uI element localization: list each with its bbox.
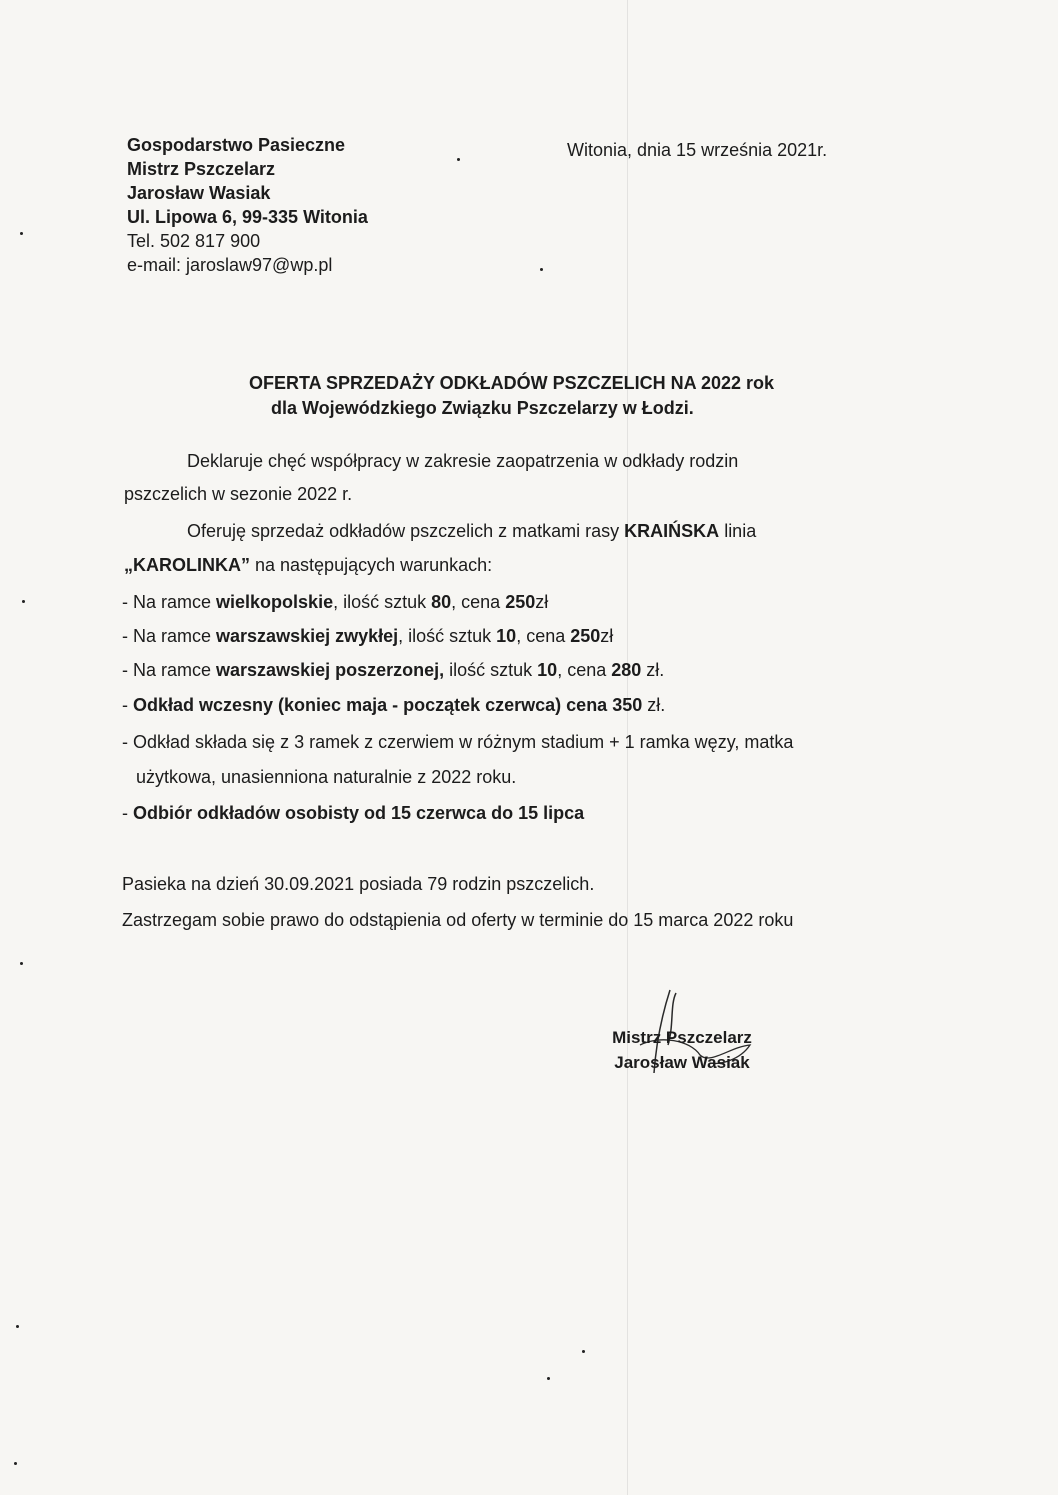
offer-item-warszawska-poszerzona	[122, 660, 664, 681]
offer-item-composition-line-2: użytkowa, unasienniona naturalnie z 2022 roku.	[136, 767, 517, 787]
item-currency: zł.	[642, 695, 666, 715]
scan-speck	[22, 600, 25, 603]
withdrawal-clause: Zastrzegam sobie prawo do odstąpienia od oferty w terminie do 15 marca 2022 roku	[122, 910, 794, 930]
offer-text: Oferuję sprzedaż odkładów pszczelich z matkami rasy	[187, 521, 625, 541]
scan-speck	[540, 268, 543, 271]
item-price: 250	[505, 592, 536, 612]
sender-email: e-mail: jaroslaw97@wp.pl	[127, 255, 333, 275]
item-quantity: 10	[496, 626, 517, 646]
scan-speck	[582, 1350, 585, 1353]
early-offer-text: Odkład wczesny (koniec maja - początek czerwca) cena 350	[133, 695, 643, 715]
item-text: , ilość sztuk	[398, 626, 497, 646]
item-text: , cena	[451, 592, 506, 612]
sender-title: Mistrz Pszczelarz	[127, 159, 276, 179]
scan-speck	[16, 1325, 19, 1328]
item-text: , ilość sztuk	[333, 592, 432, 612]
sender-farm-name: Gospodarstwo Pasieczne	[127, 135, 346, 155]
item-quantity: 10	[537, 660, 558, 680]
offer-line-2	[124, 555, 492, 576]
item-currency: zł	[600, 626, 614, 646]
signature-name: Jarosław Wasiak	[614, 1053, 750, 1072]
item-text: ilość sztuk	[444, 660, 538, 680]
signature-role: Mistrz Pszczelarz	[612, 1028, 752, 1047]
bee-breed: KRAIŃSKA	[624, 521, 720, 541]
apiary-size-statement: Pasieka na dzień 30.09.2021 posiada 79 rodzin pszczelich.	[122, 874, 595, 894]
item-currency: zł	[535, 592, 549, 612]
item-text: , cena	[516, 626, 571, 646]
scan-speck	[547, 1377, 550, 1380]
offer-item-pickup	[122, 803, 584, 824]
bee-line-name: „KAROLINKA”	[124, 555, 250, 575]
sender-name: Jarosław Wasiak	[127, 183, 271, 203]
offer-conditions-intro: na następujących warunkach:	[250, 555, 493, 575]
frame-type: warszawskiej zwykłej	[216, 626, 399, 646]
item-price: 250	[570, 626, 601, 646]
scan-speck	[20, 962, 23, 965]
item-text: , cena	[557, 660, 612, 680]
scan-speck	[20, 232, 23, 235]
place-and-date: Witonia, dnia 15 września 2021r.	[567, 140, 828, 160]
document-title: OFERTA SPRZEDAŻY ODKŁADÓW PSZCZELICH NA 2022 rok	[249, 373, 775, 393]
item-quantity: 80	[431, 592, 452, 612]
scan-speck	[457, 158, 460, 161]
item-price: 280	[611, 660, 642, 680]
offer-line-1	[187, 521, 756, 542]
item-currency: zł.	[641, 660, 665, 680]
offer-text-tail: linia	[719, 521, 757, 541]
pickup-dates: Odbiór odkładów osobisty od 15 czerwca do 15 lipca	[133, 803, 585, 823]
scan-speck	[14, 1462, 17, 1465]
sender-phone: Tel. 502 817 900	[127, 231, 261, 251]
offer-item-early	[122, 695, 665, 716]
offer-item-wielkopolskie	[122, 592, 548, 613]
sender-street-address: Ul. Lipowa 6, 99-335 Witonia	[127, 207, 368, 227]
sender-address-block	[127, 133, 368, 277]
offer-item-composition-line-1: - Odkład składa się z 3 ramek z czerwiem w różnym stadium + 1 ramka węzy, matka	[122, 732, 794, 752]
frame-type: warszawskiej poszerzonej,	[216, 660, 445, 680]
item-text: - Na ramce	[122, 592, 217, 612]
declaration-line-1: Deklaruje chęć współpracy w zakresie zaopatrzenia w odkłady rodzin	[187, 451, 739, 471]
offer-item-warszawska-zwykla	[122, 626, 613, 647]
document-subtitle: dla Wojewódzkiego Związku Pszczelarzy w Łodzi.	[271, 398, 694, 418]
frame-type: wielkopolskie	[216, 592, 334, 612]
item-text: -	[122, 695, 133, 715]
signature-block	[602, 1025, 762, 1075]
declaration-line-2: pszczelich w sezonie 2022 r.	[124, 484, 353, 504]
item-text: - Na ramce	[122, 660, 217, 680]
item-text: -	[122, 803, 133, 823]
item-text: - Na ramce	[122, 626, 217, 646]
